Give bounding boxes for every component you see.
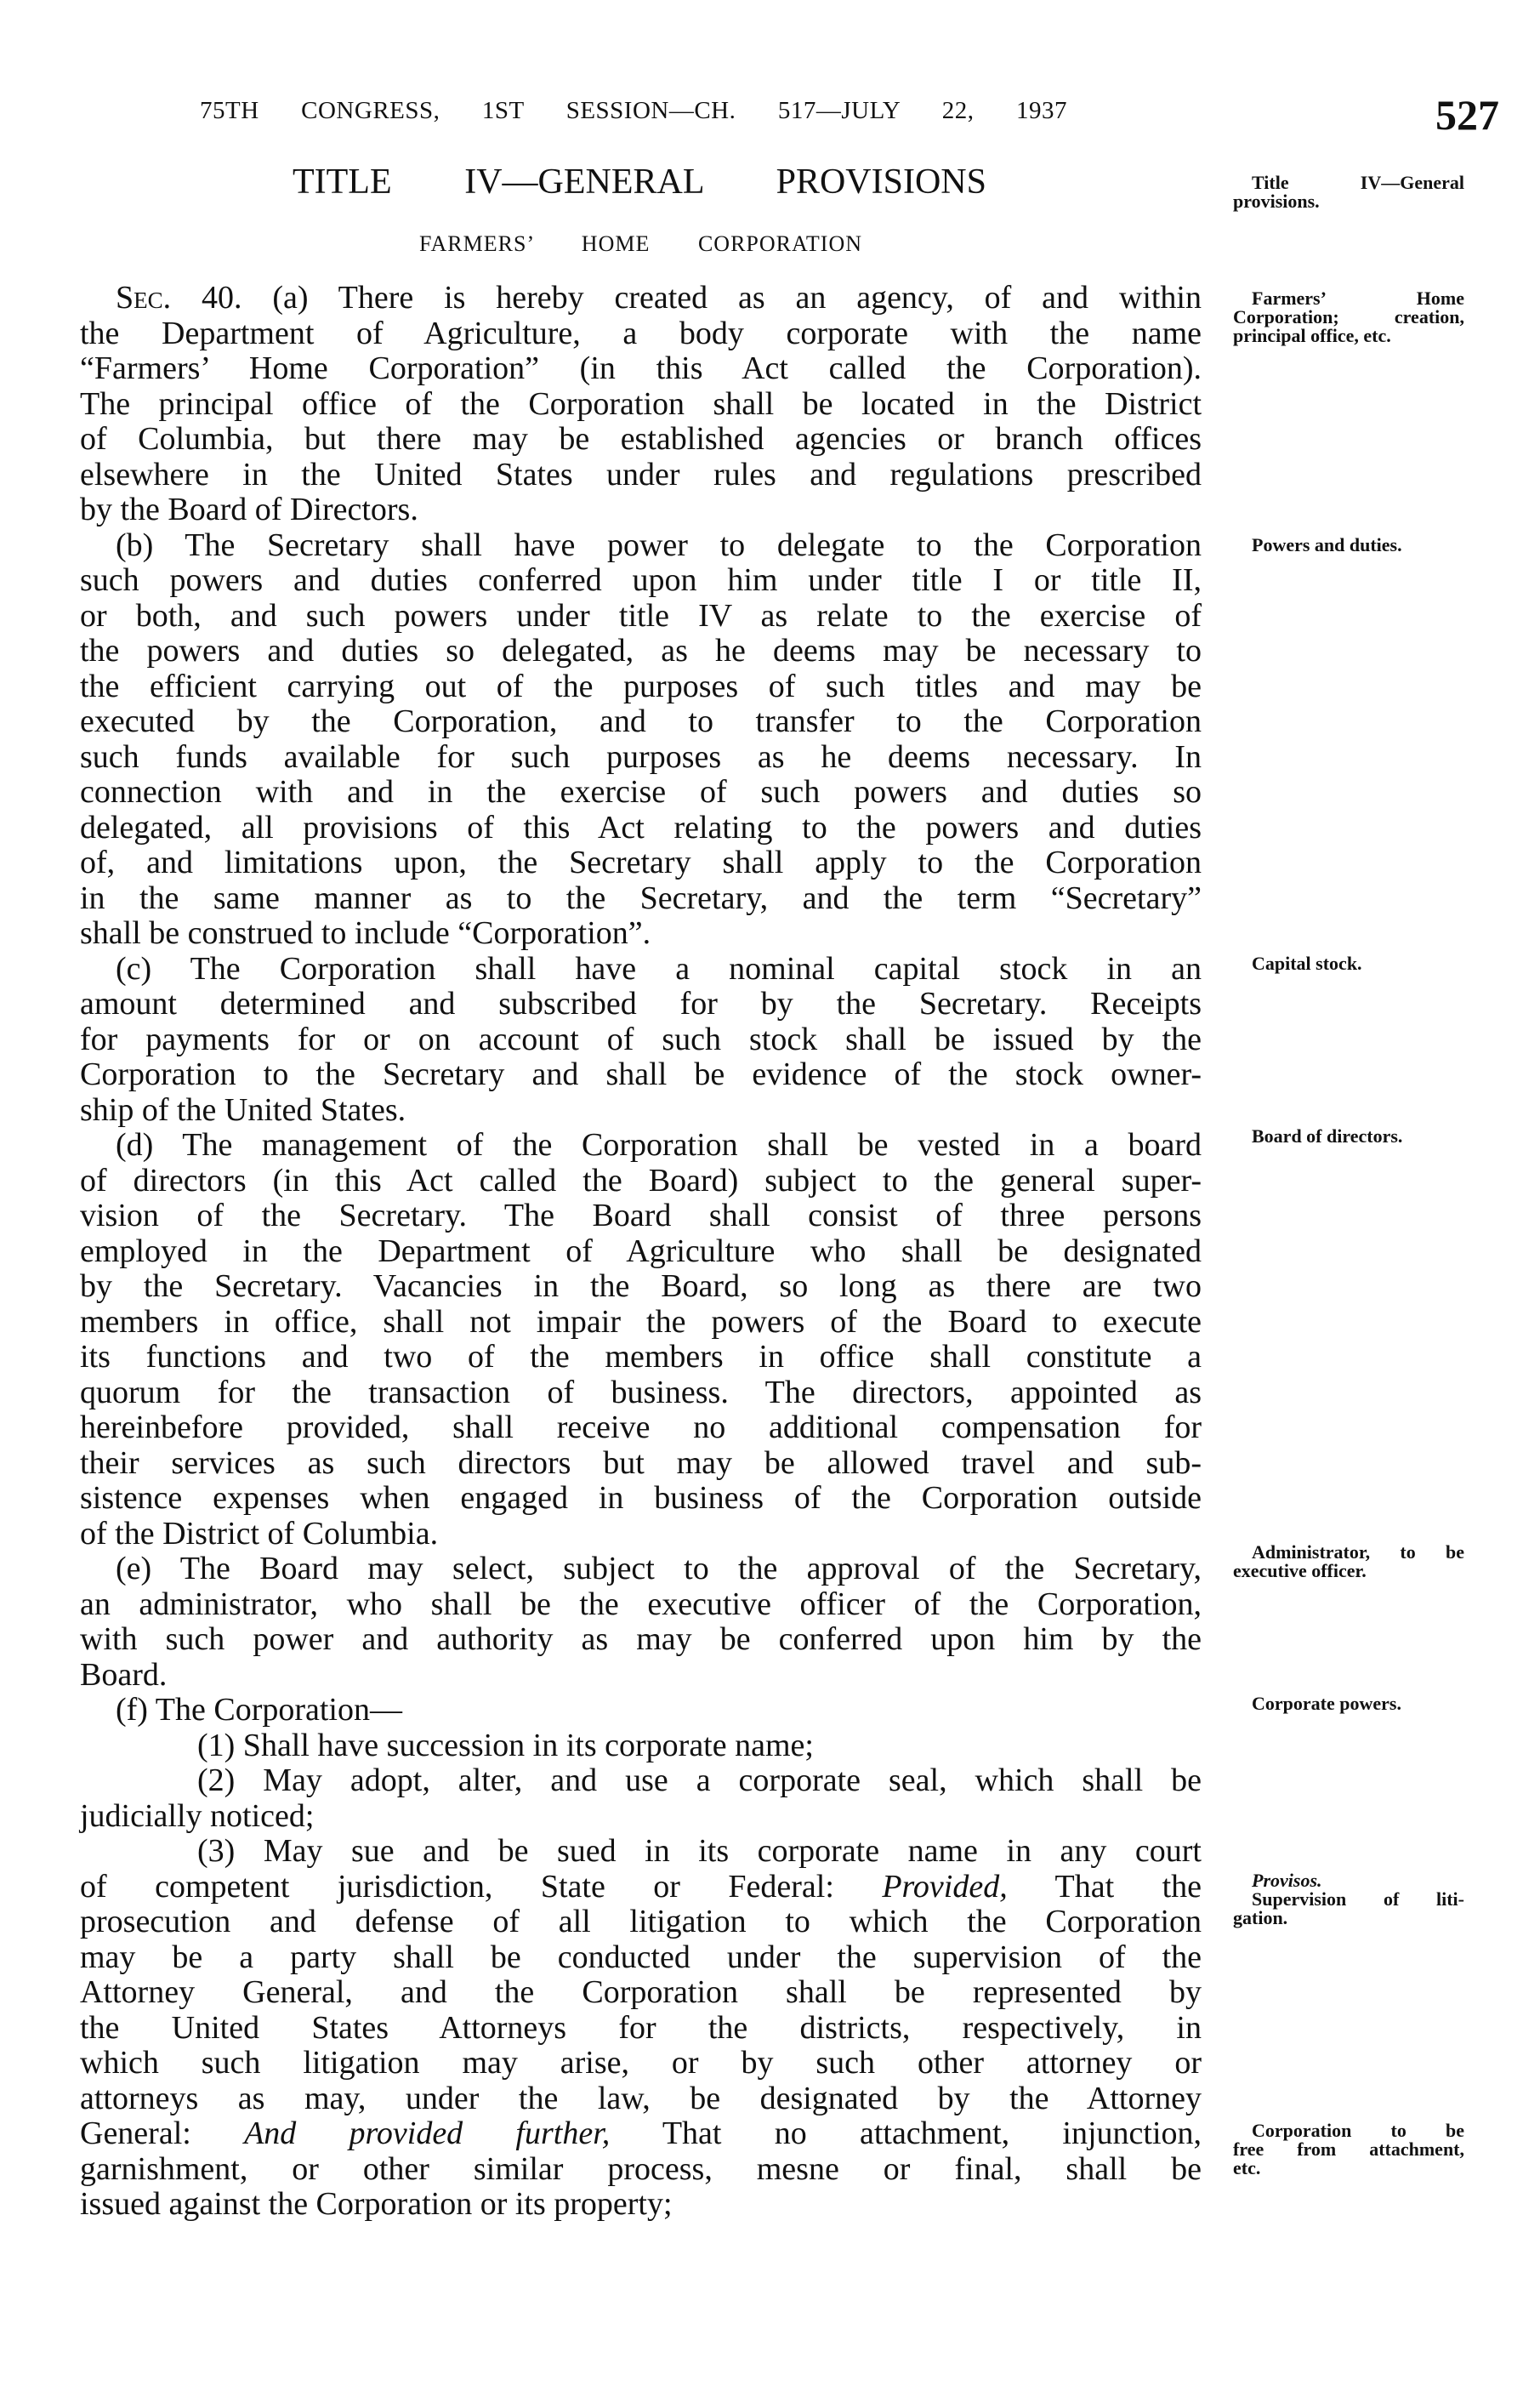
text-line [80, 1940, 1202, 1976]
text-line [80, 634, 1202, 669]
text-segment: sistence expenses when engaged in business of the Corporation outside [80, 1480, 1202, 1516]
text-segment: may be a party shall be conducted under the supervision of the [80, 1939, 1202, 1975]
text-segment: attorneys as may, under the law, be designated by the Attorney [80, 2080, 1202, 2116]
text-line [80, 563, 1202, 599]
text-segment: (2) May adopt, alter, and use a corporate seal, which shall be [197, 1762, 1202, 1798]
text-line [80, 987, 1202, 1022]
text-line [80, 1234, 1202, 1270]
text-segment: with such power and authority as may be conferred upon him by the [80, 1621, 1202, 1657]
note-line: Corporate powers. [1252, 1693, 1401, 1714]
text-segment: quorum for the transaction of business. The directors, appointed as [80, 1374, 1202, 1410]
text-segment: (c) The Corporation shall have a nominal capital stock in an [116, 950, 1202, 987]
margin-note-title-iv [1233, 174, 1464, 211]
note-line: Title IV—General [1252, 172, 1464, 193]
margin-note-administrator [1233, 1543, 1464, 1580]
text-line [80, 1763, 1202, 1799]
text-segment: which such litigation may arise, or by such other attorney or [80, 2045, 1202, 2081]
text-line [80, 1269, 1202, 1305]
text-line [80, 1410, 1202, 1446]
text-line [80, 1552, 1202, 1587]
text-segment: the efficient carrying out of the purposes of such titles and may be [80, 668, 1202, 704]
text-segment: issued against the Corporation or its property; [80, 2186, 673, 2222]
margin-note-provisos [1233, 1871, 1464, 1928]
note-line: free from attachment, [1233, 2138, 1464, 2160]
text-line [80, 1128, 1202, 1164]
text-line [80, 1057, 1202, 1093]
text-segment: executed by the Corporation, and to transfer to the Corporation [80, 703, 1202, 739]
text-line [80, 599, 1202, 635]
text-segment: or both, and such powers under title IV as relate to the exercise of [80, 597, 1202, 634]
text-segment: That no attachment, injunction, [610, 2115, 1202, 2151]
provisos-label: Provisos. [1252, 1870, 1322, 1891]
text-segment: The principal office of the Corporation shall be located in the District [80, 385, 1202, 422]
body-text [80, 281, 1202, 2223]
text-segment: (f) The Corporation— [116, 1692, 402, 1728]
text-segment: of the District of Columbia. [80, 1515, 439, 1552]
note-line: Supervision of liti- [1252, 1888, 1464, 1910]
text-line [80, 1870, 1202, 1905]
text-segment: garnishment, or other similar process, mesne or final, shall be [80, 2150, 1202, 2187]
text-segment: Board. [80, 1656, 168, 1693]
text-line [80, 1693, 1202, 1728]
text-segment: General: [80, 2115, 245, 2151]
text-line [80, 316, 1202, 352]
text-line [80, 387, 1202, 423]
text-segment: by the Secretary. Vacancies in the Board, so long as there are two [80, 1268, 1202, 1304]
text-line [80, 704, 1202, 740]
text-segment: (d) The management of the Corporation shall be vested in a board [116, 1127, 1202, 1163]
section-label: Sec. [116, 280, 172, 316]
text-line [80, 1199, 1202, 1234]
text-line [80, 1517, 1202, 1552]
note-line: executive officer. [1233, 1560, 1367, 1581]
text-line [80, 1728, 1202, 1764]
margin-note-board [1233, 1127, 1464, 1146]
note-line: gation. [1233, 1907, 1288, 1928]
text-segment: of Columbia, but there may be established agencies or branch offices [80, 421, 1202, 457]
text-segment: Attorney General, and the Corporation shall be represented by [80, 1974, 1202, 2010]
text-segment: of, and limitations upon, the Secretary shall apply to the Corporation [80, 845, 1202, 880]
section-title: TITLE IV—GENERAL PROVISIONS [293, 162, 986, 202]
text-line [80, 2081, 1202, 2117]
text-segment: an administrator, who shall be the executive officer of the Corporation, [80, 1586, 1202, 1622]
text-line [80, 916, 1202, 952]
text-segment: (3) May sue and be sued in its corporate name in any court [197, 1833, 1202, 1869]
text-line [80, 740, 1202, 776]
text-line [80, 1834, 1202, 1870]
text-line [80, 1305, 1202, 1341]
text-line [80, 458, 1202, 493]
margin-note-attachment [1233, 2121, 1464, 2178]
text-segment: (b) The Secretary shall have power to delegate to the Corporation [116, 527, 1202, 563]
text-segment: of directors (in this Act called the Board) subject to the general super- [80, 1162, 1202, 1199]
text-line [80, 351, 1202, 387]
text-segment: for payments for or on account of such stock shall be issued by the [80, 1021, 1202, 1057]
text-line [80, 1975, 1202, 2011]
text-segment: connection with and in the exercise of such powers and duties so [80, 774, 1202, 810]
note-line: Board of directors. [1252, 1125, 1403, 1147]
text-segment: such funds available for such purposes as he deems necessary. In [80, 738, 1202, 775]
text-segment: of competent jurisdiction, State or Federal: [80, 1868, 883, 1905]
text-segment: amount determined and subscribed for by the Secretary. Receipts [80, 986, 1202, 1022]
text-segment: vision of the Secretary. The Board shall consist of three persons [80, 1198, 1202, 1233]
italic-text: Provided, [882, 1868, 1008, 1905]
text-segment: employed in the Department of Agriculture who shall be designated [80, 1233, 1202, 1269]
text-segment: by the Board of Directors. [80, 492, 418, 527]
text-line [80, 811, 1202, 846]
note-line: principal office, etc. [1233, 325, 1391, 346]
text-line [80, 528, 1202, 564]
note-line: Farmers’ Home [1252, 288, 1464, 309]
text-line [80, 952, 1202, 988]
text-line [80, 1093, 1202, 1129]
page-number: 527 [1435, 91, 1499, 139]
text-segment: “Farmers’ Home Corporation” (in this Act called the Corporation). [80, 350, 1202, 386]
text-segment: (1) Shall have succession in its corporate name; [197, 1727, 814, 1763]
text-segment: prosecution and defense of all litigation to which the Corporation [80, 1904, 1202, 1939]
text-line [80, 1481, 1202, 1517]
note-line: Corporation; creation, [1233, 306, 1464, 327]
text-segment: hereinbefore provided, shall receive no additional compensation for [80, 1409, 1202, 1445]
margin-note-farmers-home [1233, 289, 1464, 345]
text-line [80, 493, 1202, 528]
text-line [80, 1905, 1202, 1940]
text-line [80, 846, 1202, 881]
text-line [80, 1022, 1202, 1058]
text-segment: its functions and two of the members in office shall constitute a [80, 1339, 1202, 1375]
text-segment: members in office, shall not impair the powers of the Board to execute [80, 1303, 1202, 1340]
subheading: FARMERS’ HOME CORPORATION [419, 231, 862, 256]
text-line [80, 2187, 1202, 2223]
text-segment: shall be construed to include “Corporation”. [80, 915, 651, 951]
text-line [80, 1658, 1202, 1694]
text-line [80, 1375, 1202, 1411]
note-line: Corporation to be [1252, 2120, 1464, 2141]
text-line [80, 1164, 1202, 1199]
note-line: etc. [1233, 2157, 1261, 2178]
text-segment: the United States Attorneys for the districts, respectively, in [80, 2009, 1202, 2046]
text-segment: such powers and duties conferred upon him under title I or title II, [80, 562, 1202, 598]
note-line: provisions. [1233, 191, 1320, 212]
text-segment: That the [1007, 1868, 1202, 1905]
margin-note-capital-stock [1233, 954, 1464, 973]
text-segment: judicially noticed; [80, 1797, 315, 1834]
text-segment: in the same manner as to the Secretary, and the term “Secretary” [80, 880, 1202, 916]
text-segment: the Department of Agriculture, a body corporate with the name [80, 315, 1202, 351]
text-segment: elsewhere in the United States under rules and regulations prescribed [80, 456, 1202, 493]
text-line [80, 1622, 1202, 1658]
text-line [80, 1340, 1202, 1375]
text-segment: their services as such directors but may be allowed travel and sub- [80, 1444, 1202, 1481]
text-line [80, 775, 1202, 811]
text-line [80, 2046, 1202, 2081]
text-line [80, 1799, 1202, 1835]
text-line [80, 2152, 1202, 2188]
text-segment: the powers and duties so delegated, as he deems may be necessary to [80, 633, 1202, 669]
italic-text: And provided further, [244, 2115, 611, 2151]
text-line [80, 2011, 1202, 2047]
text-line [80, 669, 1202, 705]
text-line [80, 881, 1202, 917]
text-segment: (e) The Board may select, subject to the approval of the Secretary, [116, 1551, 1202, 1586]
text-line [80, 281, 1202, 316]
text-segment: ship of the United States. [80, 1091, 406, 1128]
running-head: 75TH CONGRESS, 1ST SESSION—CH. 517—JULY 22, 1937 [200, 97, 1067, 124]
text-line [80, 1587, 1202, 1623]
text-segment: 40. (a) There is hereby created as an agency, of and within [171, 280, 1202, 316]
text-line [80, 422, 1202, 458]
note-line: Administrator, to be [1252, 1541, 1464, 1563]
text-segment: Corporation to the Secretary and shall be evidence of the stock owner- [80, 1056, 1202, 1092]
text-line [80, 2116, 1202, 2152]
text-segment: delegated, all provisions of this Act relating to the powers and duties [80, 809, 1202, 846]
margin-note-corporate-powers [1233, 1694, 1464, 1713]
note-line: Powers and duties. [1252, 534, 1402, 555]
margin-note-powers-duties [1233, 536, 1464, 555]
note-line: Capital stock. [1252, 953, 1362, 974]
text-line [80, 1446, 1202, 1482]
